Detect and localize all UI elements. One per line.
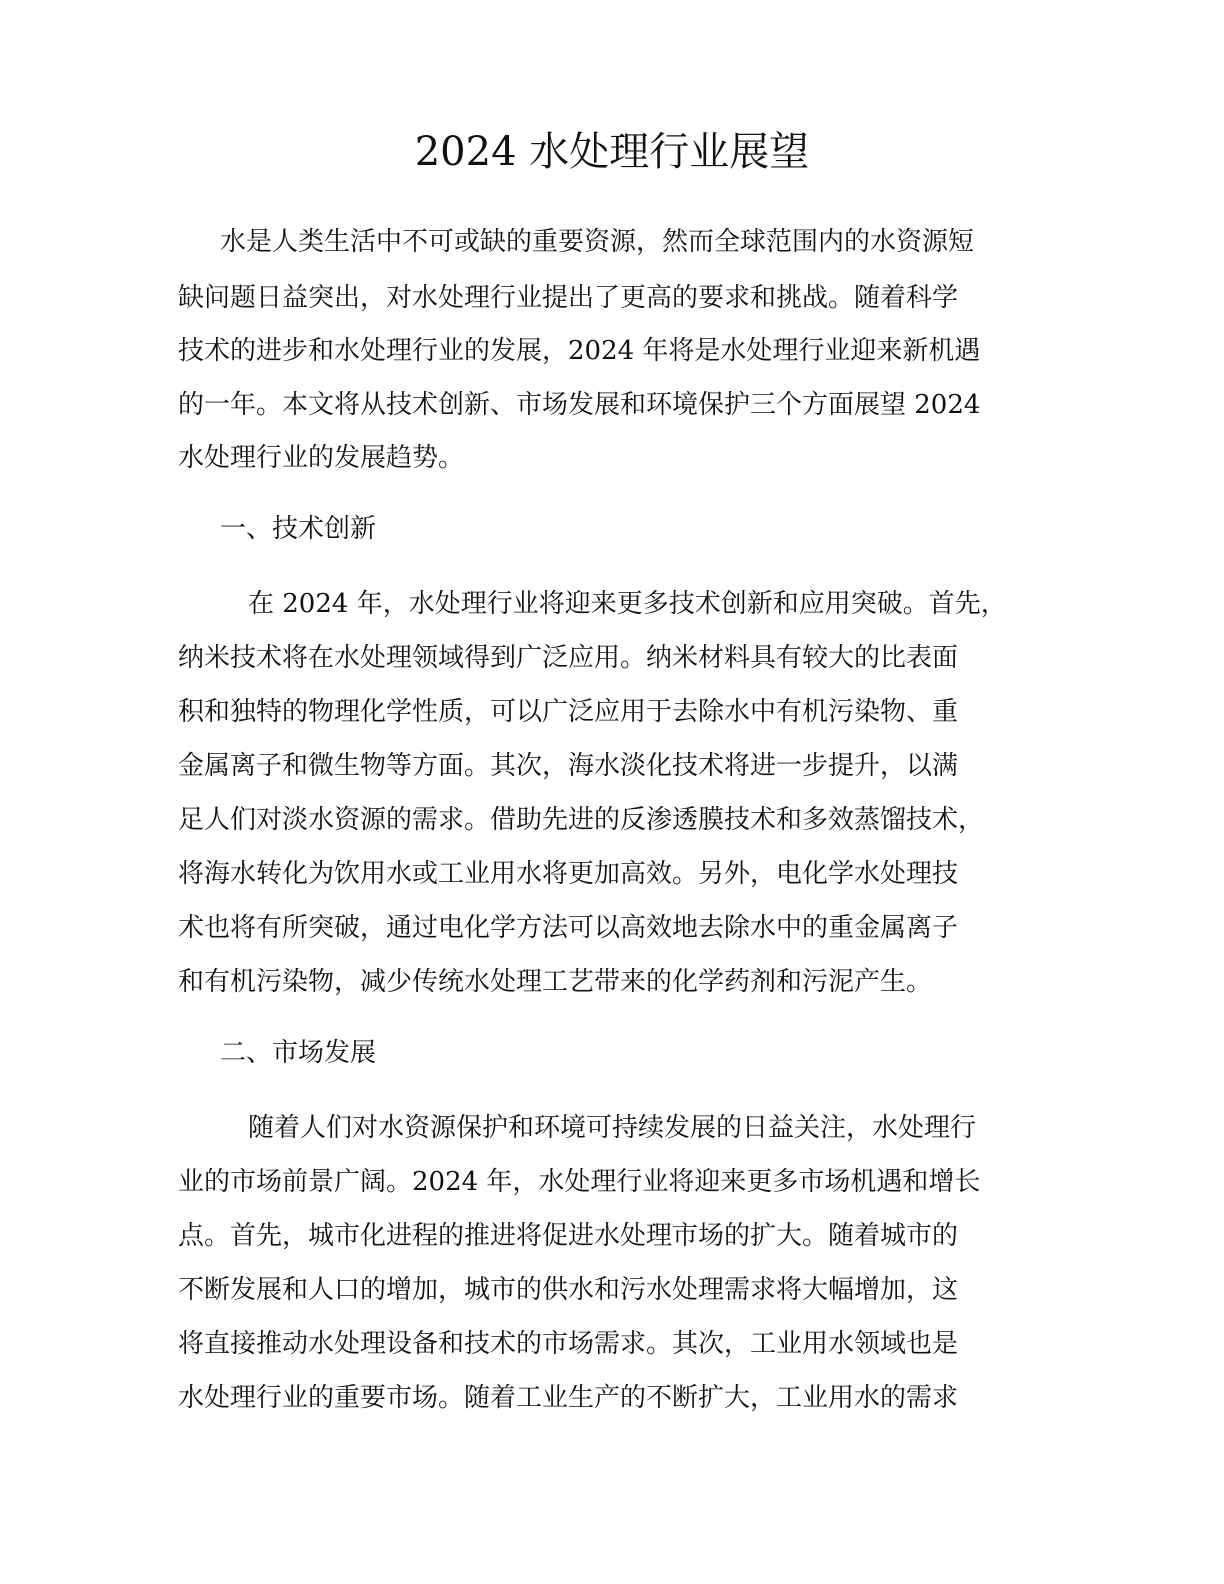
- section-line: 将直接推动水处理设备和技术的市场需求。其次，工业用水领域也是: [178, 1329, 959, 1359]
- section-line: 点。首先，城市化进程的推进将促进水处理市场的扩大。随着城市的: [178, 1221, 959, 1251]
- section-line: 不断发展和人口的增加，城市的供水和污水处理需求将大幅增加，这: [178, 1275, 959, 1305]
- intro-line: 的一年。本文将从技术创新、市场发展和环境保护三个方面展望 2024: [178, 390, 981, 420]
- intro-line: 水处理行业的发展趋势。: [178, 443, 465, 473]
- section-line: 业的市场前景广阔。2024 年，水处理行业将迎来更多市场机遇和增长: [178, 1167, 981, 1197]
- section-line: 术也将有所突破，通过电化学方法可以高效地去除水中的重金属离子: [178, 913, 959, 943]
- section-line: 随着人们对水资源保护和环境可持续发展的日益关注，水处理行: [248, 1113, 977, 1143]
- section-line: 在 2024 年，水处理行业将迎来更多技术创新和应用突破。首先，: [248, 589, 1007, 619]
- intro-line: 水是人类生活中不可或缺的重要资源，然而全球范围内的水资源短: [220, 227, 975, 257]
- intro-line: 技术的进步和水处理行业的发展，2024 年将是水处理行业迎来新机遇: [178, 336, 981, 366]
- intro-line: 缺问题日益突出，对水处理行业提出了更高的要求和挑战。随着科学: [178, 283, 959, 313]
- section-line: 水处理行业的重要市场。随着工业生产的不断扩大，工业用水的需求: [178, 1383, 959, 1413]
- section-line: 纳米技术将在水处理领域得到广泛应用。纳米材料具有较大的比表面: [178, 643, 959, 673]
- section-line: 积和独特的物理化学性质，可以广泛应用于去除水中有机污染物、重: [178, 697, 959, 727]
- document-title: 2024 水处理行业展望: [414, 129, 810, 175]
- section-line: 和有机污染物，减少传统水处理工艺带来的化学药剂和污泥产生。: [178, 967, 933, 997]
- section-line: 足人们对淡水资源的需求。借助先进的反渗透膜技术和多效蒸馏技术，: [178, 805, 985, 835]
- section-line: 金属离子和微生物等方面。其次，海水淡化技术将进一步提升，以满: [178, 751, 959, 781]
- section-heading-technology: 一、技术创新: [220, 514, 377, 544]
- section-heading-market: 二、市场发展: [220, 1038, 377, 1068]
- section-line: 将海水转化为饮用水或工业用水将更加高效。另外，电化学水处理技: [178, 859, 959, 889]
